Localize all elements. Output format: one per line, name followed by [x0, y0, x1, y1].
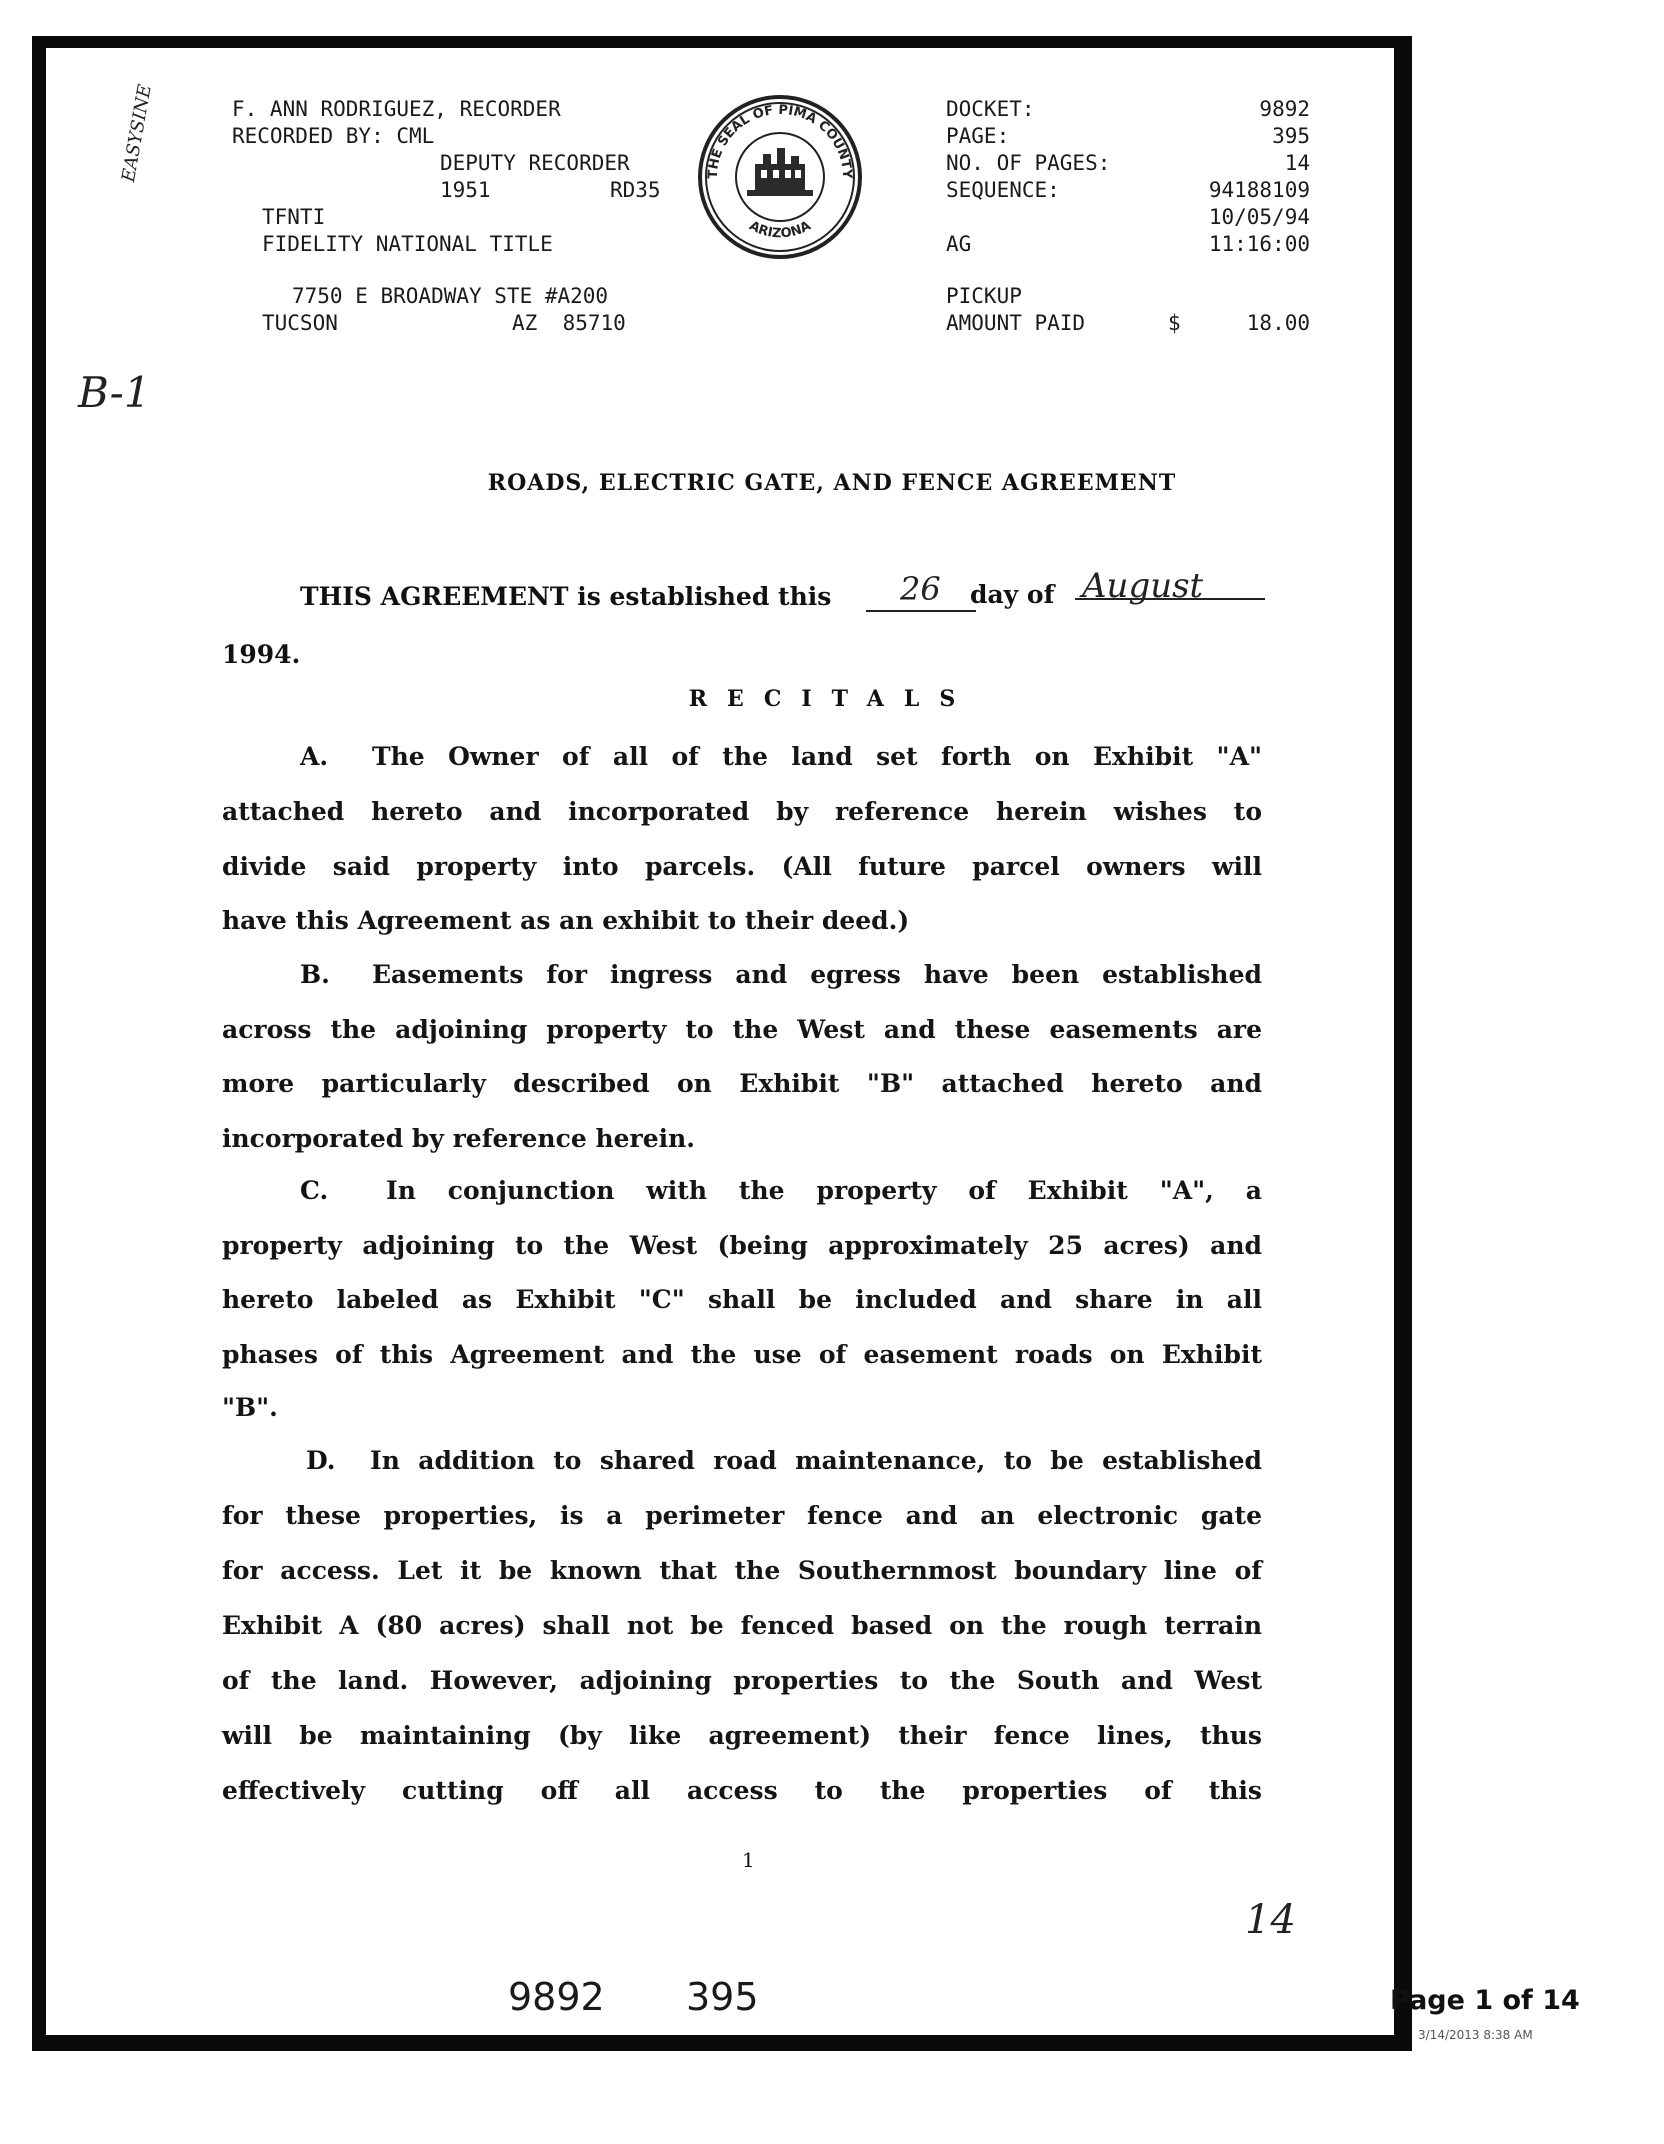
paragraph-d-line: effectively cutting off all access to the properties of this: [222, 1776, 1262, 1805]
num-pages-value: 14: [1284, 151, 1310, 175]
month-underline: [1075, 596, 1265, 602]
recorded-by: RECORDED BY: CML: [232, 124, 435, 148]
paragraph-d-line: Exhibit A (80 acres) shall not be fenced based on the rough terrain: [222, 1611, 1262, 1640]
recorder-code-1: 1951: [440, 178, 491, 202]
submitter-code: TFNTI: [262, 205, 326, 229]
docket-value: 9892: [1259, 97, 1310, 121]
paragraph-d-line: for access. Let it be known that the Southernmost boundary line of: [222, 1556, 1262, 1585]
vertical-stamp: EASYSINE: [118, 82, 156, 184]
paragraph-c-line: "B".: [222, 1393, 278, 1422]
paragraph-b-line: Easements for ingress and egress have been established: [372, 960, 1262, 989]
opening-mid: day of: [970, 580, 1055, 609]
amount-paid-value: 18.00: [1246, 311, 1310, 335]
deputy-recorder: DEPUTY RECORDER: [440, 151, 630, 175]
paragraph-b-line: incorporated by reference herein.: [222, 1124, 695, 1153]
page-of-indicator: Page 1 of 14: [1390, 1985, 1580, 2016]
recorder-code-2: RD35: [610, 178, 661, 202]
paragraph-d-line: will be maintaining (by like agreement) their fence lines, thus: [222, 1721, 1262, 1750]
opening-year: 1994.: [222, 640, 301, 669]
ag-label: AG: [946, 232, 972, 256]
company-state-zip: AZ 85710: [512, 311, 626, 335]
recitals-heading: RECITALS: [688, 686, 976, 712]
docket-label: DOCKET:: [946, 97, 1035, 121]
recorded-date: 10/05/94: [1208, 205, 1310, 229]
handwritten-page-count: 14: [1245, 1897, 1296, 1943]
paragraph-a-line: have this Agreement as an exhibit to their deed.): [222, 906, 910, 935]
paragraph-a-label: A.: [300, 742, 329, 771]
day-underline: [866, 608, 976, 614]
sequence-value: 94188109: [1208, 178, 1310, 202]
amount-currency: $: [1168, 311, 1181, 335]
paragraph-b-label: B.: [300, 960, 330, 989]
footer-page-ref: 395: [686, 1975, 759, 2019]
seal-bottom-text: ARIZONA: [746, 218, 814, 242]
page-label: PAGE:: [946, 124, 1010, 148]
paragraph-b-line: across the adjoining property to the West and these easements are: [222, 1015, 1262, 1044]
paragraph-c-line: property adjoining to the West (being approximately 25 acres) and: [222, 1231, 1262, 1260]
paragraph-d-line: of the land. However, adjoining properties to the South and West: [222, 1666, 1262, 1695]
print-timestamp: 3/14/2013 8:38 AM: [1418, 2028, 1533, 2042]
document-title: ROADS, ELECTRIC GATE, AND FENCE AGREEMENT: [487, 470, 1177, 496]
paragraph-b-line: more particularly described on Exhibit "B" attached hereto and: [222, 1069, 1262, 1098]
page-number: 1: [742, 1848, 755, 1872]
opening-month: August: [1082, 566, 1204, 606]
page-value: 395: [1272, 124, 1310, 148]
paragraph-c-line: In conjunction with the property of Exhibit "A", a: [386, 1176, 1262, 1205]
paragraph-d-line: In addition to shared road maintenance, to be established: [370, 1446, 1262, 1475]
pickup-label: PICKUP: [946, 284, 1022, 308]
recorded-time: 11:16:00: [1208, 232, 1310, 256]
seal-top-text: THE SEAL OF PIMA COUNTY: [705, 102, 855, 179]
exhibit-marker: B-1: [78, 368, 151, 417]
paragraph-a-line: divide said property into parcels. (All future parcel owners will: [222, 852, 1262, 881]
opening-day: 26: [900, 570, 941, 608]
opening-pre: THIS AGREEMENT is established this: [300, 582, 832, 611]
paragraph-d-line: for these properties, is a perimeter fence and an electronic gate: [222, 1501, 1262, 1530]
paragraph-a-line: attached hereto and incorporated by reference herein wishes to: [222, 797, 1262, 826]
paragraph-c-line: hereto labeled as Exhibit "C" shall be included and share in all: [222, 1285, 1262, 1314]
paragraph-c-label: C.: [300, 1176, 329, 1205]
county-seal-icon: [697, 94, 863, 260]
num-pages-label: NO. OF PAGES:: [946, 151, 1111, 175]
company-address: 7750 E BROADWAY STE #A200: [292, 284, 609, 308]
paragraph-c-line: phases of this Agreement and the use of easement roads on Exhibit: [222, 1340, 1262, 1369]
company-city: TUCSON: [262, 311, 338, 335]
paragraph-a-line: The Owner of all of the land set forth on Exhibit "A": [372, 742, 1262, 771]
paragraph-d-label: D.: [306, 1446, 336, 1475]
footer-docket-ref: 9892: [508, 1975, 605, 2019]
amount-paid-label: AMOUNT PAID: [946, 311, 1086, 335]
title-company: FIDELITY NATIONAL TITLE: [262, 232, 553, 256]
sequence-label: SEQUENCE:: [946, 178, 1060, 202]
recorder-name: F. ANN RODRIGUEZ, RECORDER: [232, 97, 561, 121]
